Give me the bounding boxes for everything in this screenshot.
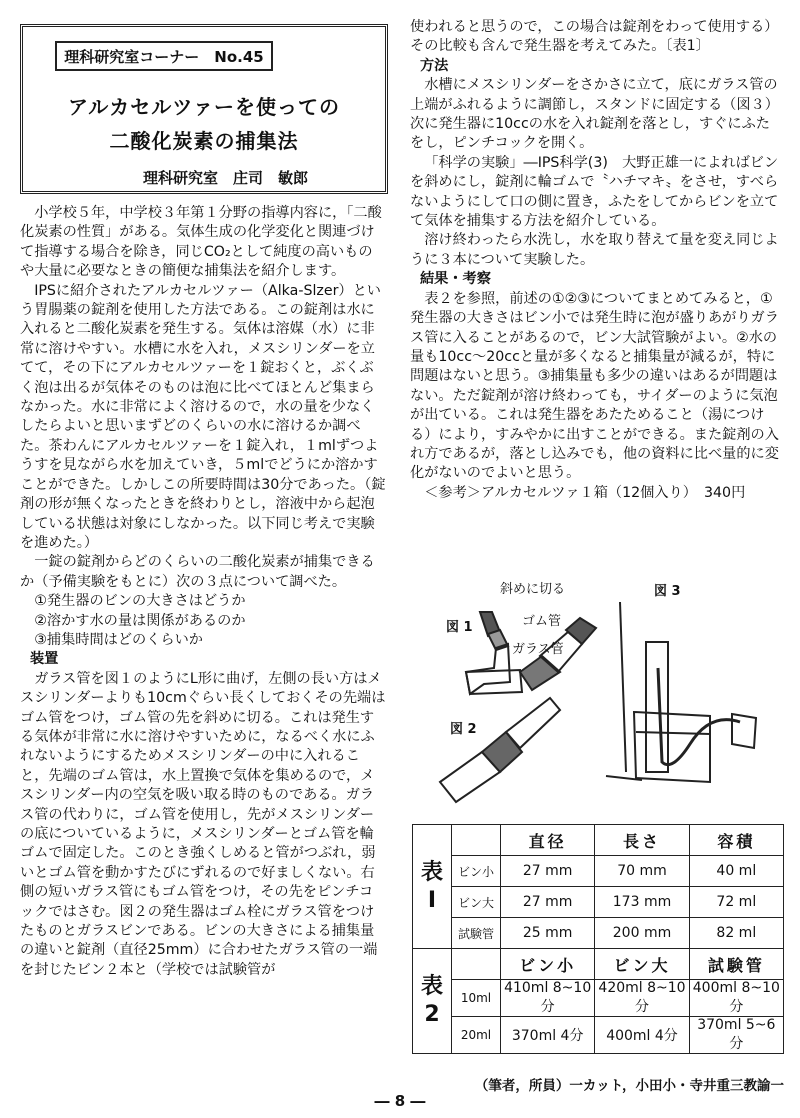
- paragraph: 「科学の実験」―IPS科学(3) 大野正雄一によればビンを斜めにし，錠剤に輪ゴムで〝ハチマキ〟をさせ，すべらないようにして口の側に置き，ふたをしてからビンを立てて気体を捕集する方法を紹介している。: [410, 154, 779, 230]
- table-cell: 27 mm: [501, 856, 595, 887]
- table-cell: 25 mm: [501, 918, 595, 949]
- table2-header: ビン小: [501, 949, 595, 980]
- corner-tag: 理科研究室コーナー No.45: [55, 41, 273, 71]
- section-heading: 装置: [29, 651, 59, 668]
- section-heading: 方法: [419, 57, 449, 74]
- table-cell: 200 mm: [595, 918, 689, 949]
- note-rubber-tube: ゴム管: [522, 614, 562, 629]
- list-item: ②溶かす水の量は関係があるのか: [34, 612, 246, 629]
- row-label: 試験管: [452, 918, 501, 949]
- list-item: ③捕集時間はどのくらいか: [34, 631, 203, 648]
- table2-header: 試験管: [689, 949, 783, 980]
- table-cell: 400ml 4分: [595, 1017, 689, 1054]
- fig2-label: 図 2: [450, 722, 477, 737]
- table-cell: 70 mm: [595, 856, 689, 887]
- table-cell: 370ml 4分: [501, 1017, 595, 1054]
- right-column: [410, 18, 782, 503]
- left-column: [20, 204, 386, 980]
- paragraph: ＜参考＞アルカセルツァ１箱（12個入り） 340円: [424, 484, 746, 501]
- row-label: 10ml: [452, 980, 501, 1017]
- table-cell: 40 ml: [689, 856, 783, 887]
- author-credit: （筆者，所員）一カット，小田小・寺井重三教諭一: [474, 1078, 784, 1094]
- table2-label: 表 2: [413, 949, 452, 1054]
- table-row: [413, 980, 784, 1017]
- paragraph: 表２を参照，前述の①②③についてまとめてみると，①発生器の大きさはビン小では発生時に泡が盛りあがりガラス管に入ることがあるので，ビン大試管験がよい。②水の量も10cc～20ccと量が多くなると捕集量が減るが，特に問題はないと思う。③捕集量も多少の違いはあるが問題はない。ただ錠剤が溶け終わっても，サイダーのように気泡が出ている。これは発生器をあたためること（湯につける）により，すみやかに出すことができる。また錠剤の入れ方であるが，落とし込みでも，他の資料に比べ量的に変化がないのでよいと思う。: [410, 290, 779, 482]
- table-cell: 410ml 8~10分: [501, 980, 595, 1017]
- fig1-label: 図 1: [446, 620, 473, 635]
- author-line: 理科研究室 庄司 敏郎: [143, 169, 309, 187]
- table1-header: 長さ: [595, 825, 689, 856]
- table1-header: 直径: [501, 825, 595, 856]
- table-cell: 27 mm: [501, 887, 595, 918]
- article-header: [20, 24, 388, 194]
- fig3-label: 図 3: [654, 584, 681, 599]
- list-item: ①発生器のビンの大きさはどうか: [34, 593, 246, 610]
- table-row: [413, 1017, 784, 1054]
- table-row: [413, 856, 784, 887]
- figures-area: [410, 572, 782, 820]
- table-cell: 82 ml: [689, 918, 783, 949]
- table-row: [413, 887, 784, 918]
- table-cell: 72 ml: [689, 887, 783, 918]
- note-glass-tube: ガラス管: [512, 642, 564, 657]
- table-cell: 420ml 8~10分: [595, 980, 689, 1017]
- table-cell: 173 mm: [595, 887, 689, 918]
- row-label: ビン小: [452, 856, 501, 887]
- table1-header: 容積: [689, 825, 783, 856]
- row-label: ビン大: [452, 887, 501, 918]
- fig3-stand: [606, 602, 756, 782]
- fig2-generator: [440, 698, 560, 802]
- page-number: ― 8 ―: [374, 1092, 426, 1110]
- paragraph: 水槽にメスシリンダーをさかさに立て，底にガラス管の上端がふれるように調節し，スタンドに固定する（図３）次に発生器に10ccの水を入れ錠剤を落とし，すぐにふたをし，ピンチコックを開く。: [410, 77, 779, 152]
- paragraph: 使われると思うので，この場合は錠剤をわって使用する）その比較も含んで発生器を考えてみた。〔表1〕: [410, 19, 779, 55]
- paragraph: 小学校５年，中学校３年第１分野の指導内容に，「二酸化炭素の性質」がある。気体生成の化学変化と関連づけて指導する場合を除き，同じCO₂として純度の高いものや大量に必要なときの簡便な捕集法を紹介します。: [20, 205, 382, 280]
- row-label: 20ml: [452, 1017, 501, 1054]
- section-heading: 結果・考察: [419, 271, 491, 288]
- table-cell: 370ml 5~6分: [689, 1017, 783, 1054]
- paragraph: IPSに紹介されたアルカセルツァー（Alka-Slzer）という胃腸薬の錠剤を使用した方法である。この錠剤は水に入れると二酸化炭素を発生する。気体は溶媒（水）に非常に溶けやすい。水槽に水を入れ，メスシリンダーを立てて，その下にアルカセルツァーを１錠おくと，ぶくぶく泡は出るが気体そのものは泡に比べてほとんど集まらなかった。水に非常によく溶けるので，水の量を少なくしたらよいと思いまずどのくらいの水に溶けるか調べた。茶わんにアルカセルツァーを１錠入れ，１mlずつようすを見ながら水を加えていき，５mlでどうにか溶かすことができた。しかしこの所要時間は30分であった。（錠剤の形が無くなったときを終わりとし，溶液中から起泡している状態は対象にしなかった。以下同じ考えで実験を進めた。）: [20, 282, 386, 551]
- results-tables: [412, 824, 784, 1054]
- paragraph: 一錠の錠剤からどのくらいの二酸化炭素が捕集できるか（予備実験をもとに）次の３点について調べた。: [20, 554, 375, 590]
- paragraph: ガラス管を図１のようにL形に曲げ，左側の長い方はメスシリンダーよりも10cmぐらい長くしておくその先端はゴム管をつけ，ゴム管の先を斜めに切る。これは発生する気体が非常に水に溶けやすいために，なるべく水にふれないようにするためメスシリンダーの中に入れること，先端のゴム管は，水上置換で気体を集めるので，メスシリンダー内の空気を吸い取る時のものである。ガラス管の代わりに，ゴム管を使用し，先がメスシリンダーの底についているように，メスシリンダーとゴム管を輪ゴムで固定した。このとき強くしめると管がつぶれ，弱いとゴム管を動かすたびにずれるので好ましくない。右側の短いガラス管にもゴム管をつけ，その先をピンチコックではさむ。図２の発生器はゴム栓にガラス管をつけたものとガラスビンである。ビンの大きさによる捕集量の違いと錠剤（直径25mm）に合わせたガラス管の一端を封じたビン２本と（学校では試験管が: [20, 670, 386, 978]
- table1-label: 表 Ⅰ: [413, 825, 452, 949]
- apparatus-drawing: [410, 572, 782, 820]
- note-cut: 斜めに切る: [500, 582, 566, 597]
- article-title-line1: アルカセルツァーを使っての: [68, 95, 340, 119]
- table-row: [413, 918, 784, 949]
- table-cell: 400ml 8~10分: [689, 980, 783, 1017]
- article-title-line2: 二酸化炭素の捕集法: [109, 129, 299, 153]
- table2-header: ビン大: [595, 949, 689, 980]
- table-1: [412, 824, 784, 1054]
- paragraph: 溶け終わったら水洗し，水を取り替えて量を変え同じように３本について実験した。: [410, 232, 779, 268]
